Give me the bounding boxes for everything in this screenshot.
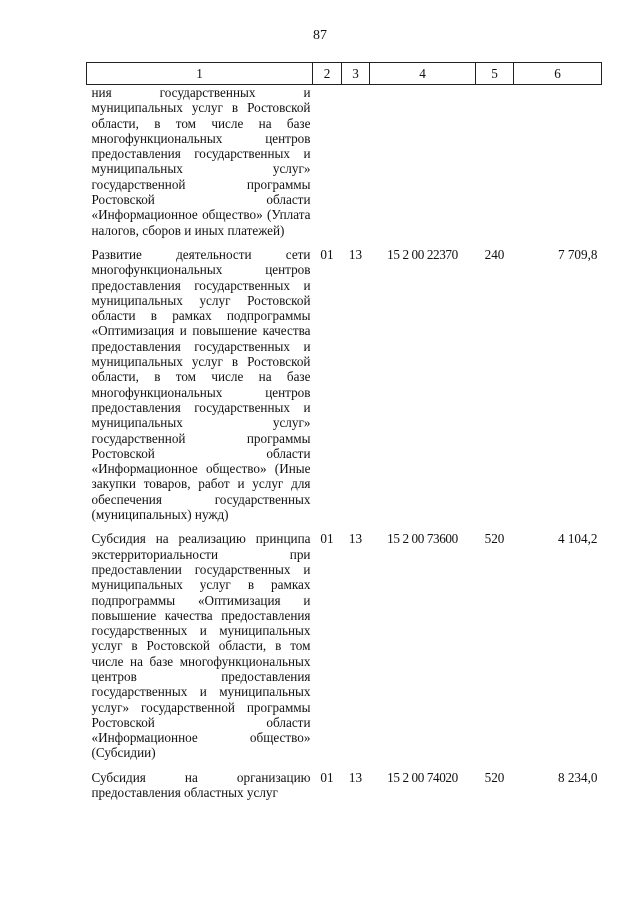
row-amount: 7 709,8 — [557, 246, 598, 262]
row-section: 01 — [320, 531, 334, 547]
row-target-code: 15 2 00 73600 — [387, 531, 458, 547]
row-expense-type: 240 — [484, 246, 505, 262]
row-description: Субсидия на реализацию принципа экстерриториальности при предоставлении государственных и муниципальных услуг в рамках подпрограммы «Оптимизация и повышение качества предоставления государственных и муниципальных услуг в Ростовской области, в том числе на базе многофункциональных центров предоставления государственных и муниципальных услуг» государственной программы Ростовской области «Информационное общество» (Субсидии) — [91, 531, 311, 761]
row-subsection — [342, 85, 370, 247]
row-target-code — [370, 85, 476, 247]
row-section — [313, 85, 342, 247]
header-col-4: 4 — [370, 63, 476, 85]
row-description: ния государственных и муниципальных услуг в Ростовской области, в том числе на базе многофункциональных центров предоставления государственных и муниципальных услуг» государственной программы Ростовской области «Информационное общество» (Уплата налогов, сборов и иных платежей) — [91, 85, 311, 238]
row-section: 01 — [320, 246, 334, 262]
row-expense-type — [476, 85, 514, 247]
table-row — [87, 247, 602, 531]
row-description: Развитие деятельности сети многофункциональных центров предоставления государственных и муниципальных услуг Ростовской области в рамках подпрограммы «Оптимизация и повышение качества предоставления государственных и муниципальных услуг в Ростовской области, в том числе на базе многофункциональных центров предоставления государственных и муниципальных услуг» государственной программы Ростовской области «Информационное общество» (Иные закупки товаров, работ и услуг для обеспечения государственных (муниципальных) нужд) — [91, 246, 311, 523]
row-section: 01 — [320, 769, 334, 785]
row-target-code: 15 2 00 74020 — [387, 769, 458, 785]
table-row — [87, 85, 602, 247]
page-number: 87 — [313, 28, 327, 43]
row-subsection: 13 — [348, 246, 363, 262]
row-subsection: 13 — [348, 769, 363, 785]
row-amount: 4 104,2 — [557, 531, 598, 547]
row-description: Субсидия на организацию предоставления областных услуг — [91, 769, 311, 801]
row-expense-type: 520 — [484, 531, 505, 547]
row-target-code: 15 2 00 22370 — [387, 246, 458, 262]
table-row — [87, 531, 602, 769]
header-col-2: 2 — [313, 63, 342, 85]
row-amount: 8 234,0 — [557, 769, 598, 785]
header-col-5: 5 — [476, 63, 514, 85]
table-row — [87, 770, 602, 810]
table-header — [87, 63, 602, 85]
table-body — [87, 85, 602, 810]
budget-table — [86, 62, 602, 809]
row-subsection: 13 — [348, 531, 363, 547]
header-col-1: 1 — [87, 63, 313, 85]
row-expense-type: 520 — [484, 769, 505, 785]
row-amount — [514, 85, 602, 247]
header-col-3: 3 — [342, 63, 370, 85]
header-col-6: 6 — [514, 63, 602, 85]
header-row — [87, 63, 602, 85]
